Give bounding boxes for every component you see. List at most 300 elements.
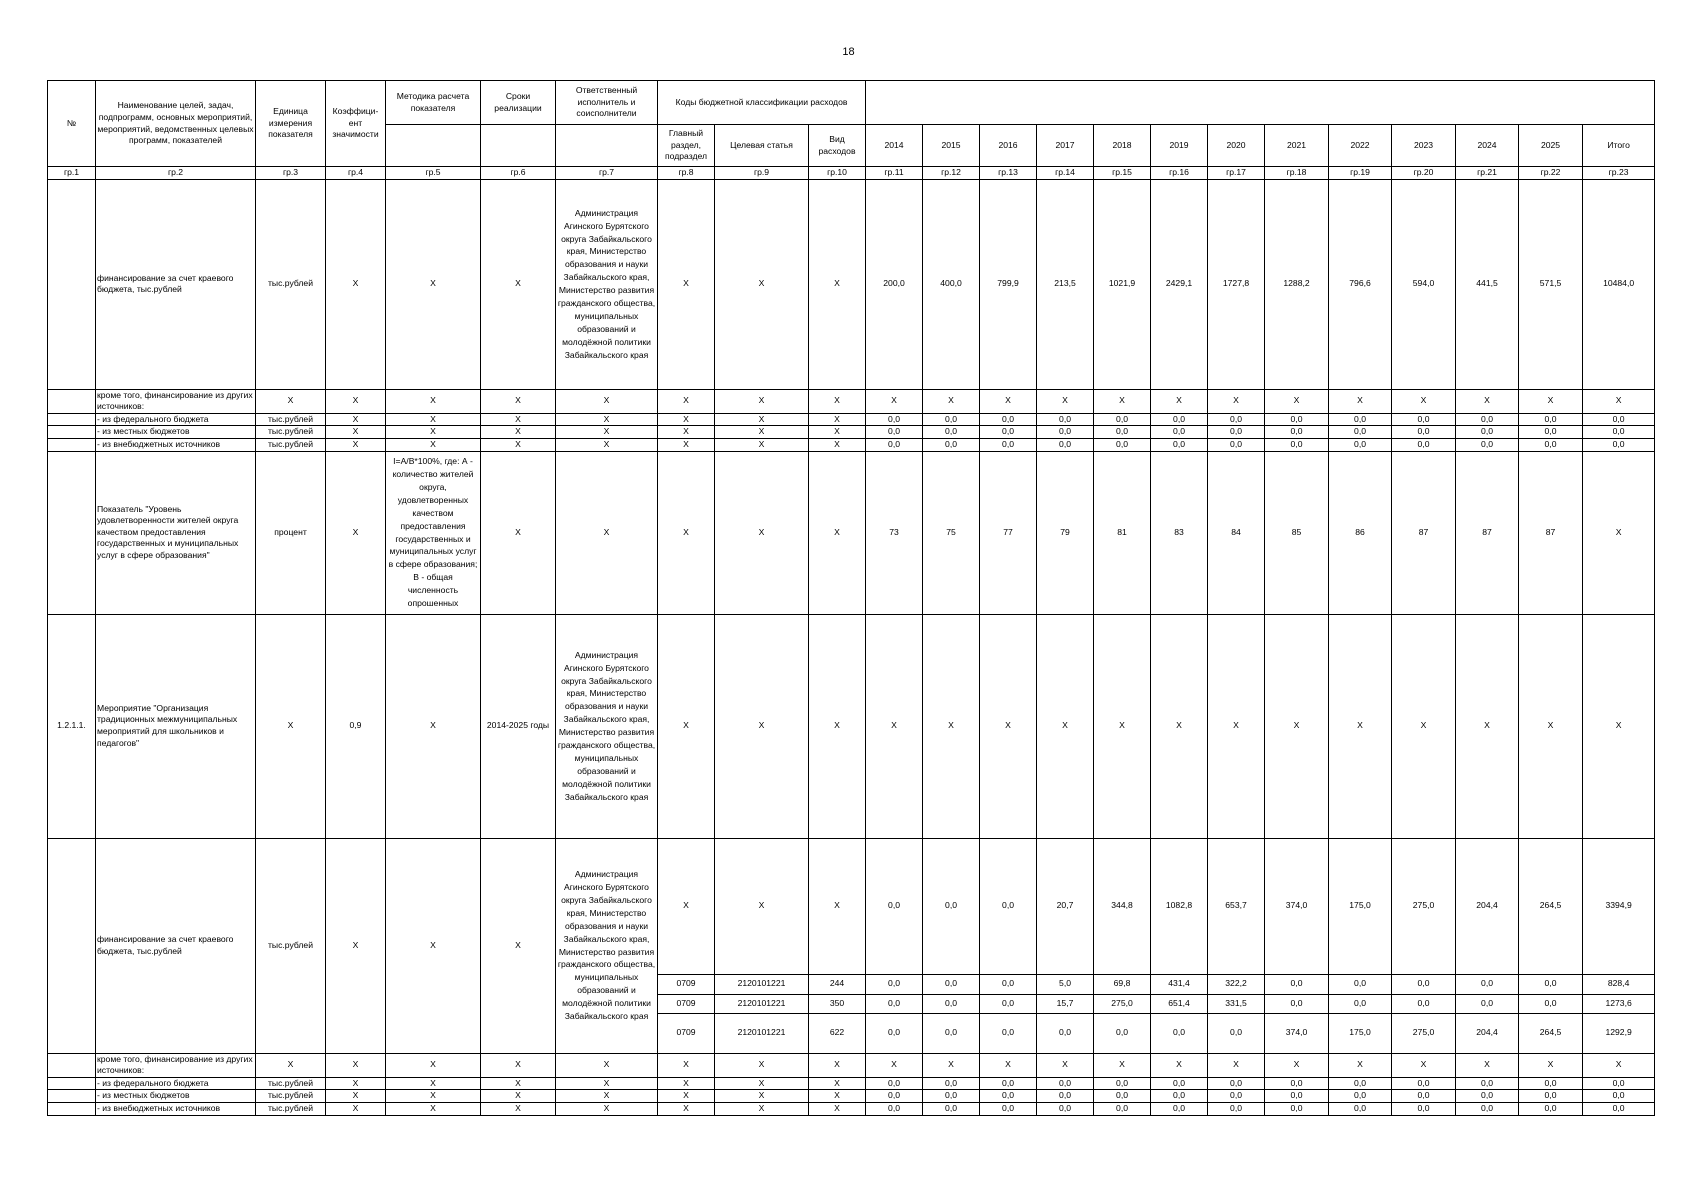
value-cell: 0,0 (1519, 994, 1583, 1013)
table-cell: 0,0 (1329, 1090, 1392, 1103)
value-cell: 77 (980, 451, 1037, 614)
value-cell: 0,0 (1265, 994, 1329, 1013)
column-number: гр.3 (256, 167, 326, 180)
row-unit: тыс.рублей (256, 413, 326, 426)
value-cell: 828,4 (1583, 974, 1655, 994)
table-cell: Х (481, 438, 556, 451)
value-cell: Х (1208, 614, 1265, 838)
table-cell: Х (256, 389, 326, 413)
value-cell: Х (1519, 614, 1583, 838)
value-cell: 85 (1265, 451, 1329, 614)
value-cell: 69,8 (1094, 974, 1151, 994)
table-cell: 0,0 (1329, 1102, 1392, 1115)
table-cell: 0,0 (1094, 1090, 1151, 1103)
table-cell: Х (1037, 389, 1094, 413)
table-cell: Х (923, 1053, 980, 1077)
row-no: 1.2.1.1. (48, 614, 96, 838)
row-expense: Х (809, 614, 866, 838)
table-cell: Х (481, 1053, 556, 1077)
table-row (48, 838, 1655, 974)
table-cell: Х (809, 438, 866, 451)
table-cell: 0,0 (980, 438, 1037, 451)
value-cell: 571,5 (1519, 179, 1583, 389)
table-cell: Х (481, 413, 556, 426)
table-cell: Х (980, 1053, 1037, 1077)
table-cell: 0,0 (1519, 413, 1583, 426)
table-cell: 0,0 (866, 1077, 923, 1090)
table-row (48, 1090, 1655, 1103)
value-cell: 344,8 (1094, 838, 1151, 974)
table-cell: Х (809, 413, 866, 426)
value-cell: 594,0 (1392, 179, 1456, 389)
header-method: Методика расчета показателя (386, 81, 481, 125)
value-cell: Х (1037, 614, 1094, 838)
row-target: Х (715, 179, 809, 389)
table-cell: 0,0 (1037, 438, 1094, 451)
row-no (48, 451, 96, 614)
header-total: Итого (1583, 125, 1655, 167)
value-cell: 264,5 (1519, 838, 1583, 974)
value-cell: 87 (1519, 451, 1583, 614)
column-number: гр.16 (1151, 167, 1208, 180)
table-cell: 0,0 (1151, 426, 1208, 439)
table-cell: Х (923, 389, 980, 413)
value-cell: Х (1583, 614, 1655, 838)
row-name: Показатель "Уровень удовлетворенности жителей округа качеством предоставления государственных и муниципальных услуг в сфере образования" (96, 451, 256, 614)
table-cell: Х (556, 389, 658, 413)
table-cell: 0,0 (1519, 426, 1583, 439)
table-cell: Х (809, 1102, 866, 1115)
row-expense: Х (809, 838, 866, 974)
value-cell: 0,0 (923, 838, 980, 974)
table-cell: Х (326, 413, 386, 426)
row-unit: тыс.рублей (256, 179, 326, 389)
header-codes: Коды бюджетной классификации расходов (658, 81, 866, 125)
value-cell: 374,0 (1265, 838, 1329, 974)
header-years-group (866, 81, 1655, 125)
table-cell: Х (256, 1053, 326, 1077)
value-cell: 653,7 (1208, 838, 1265, 974)
value-cell: 374,0 (1265, 1013, 1329, 1053)
table-cell: Х (556, 438, 658, 451)
table-cell: Х (386, 413, 481, 426)
row-no (48, 426, 96, 439)
table-cell: 0,0 (1151, 1102, 1208, 1115)
table-cell: 0,0 (1208, 438, 1265, 451)
table-cell: 0,0 (980, 426, 1037, 439)
column-number: гр.8 (658, 167, 715, 180)
budget-table (47, 80, 1655, 1116)
table-cell: 0,0 (1151, 438, 1208, 451)
value-cell: 10484,0 (1583, 179, 1655, 389)
value-cell: 275,0 (1392, 838, 1456, 974)
table-cell: Х (386, 1053, 481, 1077)
table-cell: 0,0 (1583, 426, 1655, 439)
table-cell: Х (715, 389, 809, 413)
row-no (48, 1053, 96, 1077)
column-number: гр.19 (1329, 167, 1392, 180)
value-cell: 0,0 (1456, 994, 1519, 1013)
row-name: - из внебюджетных источников (96, 1102, 256, 1115)
row-executor: Администрация Агинского Бурятского округа Забайкальского края, Министерство образования и науки Забайкальского края, Министерство развития гражданского общества, муниципальных образований и молодёжной политики Забайкальского края (556, 179, 658, 389)
table-cell: 0,0 (980, 413, 1037, 426)
table-cell: 0,0 (1208, 426, 1265, 439)
value-cell: 0,0 (980, 838, 1037, 974)
table-cell: Х (866, 1053, 923, 1077)
row-unit: тыс.рублей (256, 1102, 326, 1115)
page-number: 18 (842, 46, 855, 58)
table-cell: 0,0 (1329, 1077, 1392, 1090)
table-cell: Х (715, 1053, 809, 1077)
value-cell: 0,0 (866, 838, 923, 974)
value-cell: 81 (1094, 451, 1151, 614)
column-number: гр.2 (96, 167, 256, 180)
table-cell: 0,0 (1151, 413, 1208, 426)
table-cell: Х (658, 389, 715, 413)
header-year: 2020 (1208, 125, 1265, 167)
value-cell: 1082,8 (1151, 838, 1208, 974)
row-name: кроме того, финансирование из других источников: (96, 389, 256, 413)
value-cell: 0,0 (866, 994, 923, 1013)
table-cell: Х (386, 1077, 481, 1090)
header-year: 2023 (1392, 125, 1456, 167)
row-name: кроме того, финансирование из других источников: (96, 1053, 256, 1077)
table-cell: Х (481, 389, 556, 413)
row-no (48, 1102, 96, 1115)
table-cell: Х (1265, 1053, 1329, 1077)
table-cell: 0,0 (1392, 1090, 1456, 1103)
table-cell: Х (386, 438, 481, 451)
value-cell: 322,2 (1208, 974, 1265, 994)
value-cell: 213,5 (1037, 179, 1094, 389)
value-cell: 0,0 (1392, 974, 1456, 994)
table-cell: Х (1329, 1053, 1392, 1077)
table-cell: 0,0 (866, 413, 923, 426)
value-cell: 0,0 (980, 1013, 1037, 1053)
row-expense: 244 (809, 974, 866, 994)
row-section: Х (658, 838, 715, 974)
table-cell: Х (386, 1090, 481, 1103)
value-cell: 0,0 (980, 994, 1037, 1013)
table-cell: Х (556, 426, 658, 439)
value-cell: 275,0 (1392, 1013, 1456, 1053)
table-cell: 0,0 (866, 426, 923, 439)
table-cell: 0,0 (923, 438, 980, 451)
row-name: финансирование за счет краевого бюджета, тыс.рублей (96, 179, 256, 389)
table-row (48, 426, 1655, 439)
table-row (48, 614, 1655, 838)
table-cell: 0,0 (1037, 1090, 1094, 1103)
table-cell: Х (658, 1102, 715, 1115)
table-cell: 0,0 (1392, 1077, 1456, 1090)
header-no: № (48, 81, 96, 167)
value-cell: 0,0 (1329, 994, 1392, 1013)
table-row (48, 389, 1655, 413)
header-year: 2018 (1094, 125, 1151, 167)
row-target: Х (715, 838, 809, 974)
value-cell: 0,0 (1392, 994, 1456, 1013)
table-row (48, 1077, 1655, 1090)
row-method: Х (386, 179, 481, 389)
table-cell: Х (658, 1053, 715, 1077)
table-cell: Х (556, 1053, 658, 1077)
header-unit: Единица измерения показателя (256, 81, 326, 167)
table-cell: Х (1208, 1053, 1265, 1077)
table-cell: Х (1519, 1053, 1583, 1077)
value-cell: 0,0 (1208, 1013, 1265, 1053)
table-cell: Х (326, 426, 386, 439)
table-cell: 0,0 (1329, 413, 1392, 426)
row-method: I=A/B*100%, где: А - количество жителей округа, удовлетворенных качеством предоставления государственных и муниципальных услуг в сфере образования; В - общая численность опрошенных (386, 451, 481, 614)
value-cell: 87 (1456, 451, 1519, 614)
table-cell: Х (715, 1102, 809, 1115)
row-coef: Х (326, 451, 386, 614)
column-number: гр.21 (1456, 167, 1519, 180)
header-coef: Коэффици-ент значимости (326, 81, 386, 167)
row-section: Х (658, 614, 715, 838)
value-cell: 275,0 (1094, 994, 1151, 1013)
row-terms: Х (481, 179, 556, 389)
table-cell: 0,0 (1094, 1102, 1151, 1115)
value-cell: 1292,9 (1583, 1013, 1655, 1053)
table-cell: Х (386, 426, 481, 439)
header-executor: Ответственный исполнитель и соисполнители (556, 81, 658, 125)
table-cell: 0,0 (1208, 1077, 1265, 1090)
table-cell: Х (809, 1090, 866, 1103)
row-name: Мероприятие "Организация традиционных межмуниципальных мероприятий для школьников и педагогов" (96, 614, 256, 838)
value-cell: Х (1151, 614, 1208, 838)
table-cell: 0,0 (1583, 413, 1655, 426)
table-cell: Х (715, 438, 809, 451)
table-cell: 0,0 (1208, 1090, 1265, 1103)
table-cell: 0,0 (1265, 1077, 1329, 1090)
column-number: гр.20 (1392, 167, 1456, 180)
table-cell: 0,0 (923, 1090, 980, 1103)
table-cell: Х (1151, 389, 1208, 413)
header-terms-sub (481, 125, 556, 167)
table-cell: 0,0 (1583, 1090, 1655, 1103)
column-number: гр.12 (923, 167, 980, 180)
row-method: Х (386, 838, 481, 1053)
value-cell: 200,0 (866, 179, 923, 389)
value-cell: 86 (1329, 451, 1392, 614)
value-cell: Х (1094, 614, 1151, 838)
row-unit: Х (256, 614, 326, 838)
table-cell: 0,0 (1094, 413, 1151, 426)
table-cell: 0,0 (1094, 1077, 1151, 1090)
table-cell: Х (809, 426, 866, 439)
row-name: - из местных бюджетов (96, 1090, 256, 1103)
table-cell: 0,0 (1037, 413, 1094, 426)
column-number: гр.18 (1265, 167, 1329, 180)
table-cell: Х (1456, 389, 1519, 413)
column-number: гр.15 (1094, 167, 1151, 180)
value-cell: 20,7 (1037, 838, 1094, 974)
row-terms: Х (481, 838, 556, 1053)
value-cell: Х (923, 614, 980, 838)
table-cell: 0,0 (1208, 413, 1265, 426)
header-year: 2019 (1151, 125, 1208, 167)
table-cell: Х (809, 389, 866, 413)
table-row (48, 1102, 1655, 1115)
row-target: Х (715, 451, 809, 614)
header-year: 2014 (866, 125, 923, 167)
table-row (48, 81, 1655, 125)
table-cell: 0,0 (866, 1102, 923, 1115)
value-cell: Х (1456, 614, 1519, 838)
table-cell: 0,0 (866, 438, 923, 451)
column-number: гр.14 (1037, 167, 1094, 180)
table-cell: Х (386, 1102, 481, 1115)
row-expense: Х (809, 451, 866, 614)
table-cell: 0,0 (1392, 438, 1456, 451)
table-cell: Х (326, 1102, 386, 1115)
row-section: Х (658, 451, 715, 614)
row-unit: тыс.рублей (256, 1090, 326, 1103)
table-cell: 0,0 (980, 1077, 1037, 1090)
value-cell: 1727,8 (1208, 179, 1265, 389)
table-cell: Х (481, 1102, 556, 1115)
table-cell: 0,0 (1265, 426, 1329, 439)
row-no (48, 838, 96, 1053)
table-cell: Х (1456, 1053, 1519, 1077)
header-year: 2025 (1519, 125, 1583, 167)
header-year: 2021 (1265, 125, 1329, 167)
table-cell: 0,0 (1208, 1102, 1265, 1115)
header-year: 2017 (1037, 125, 1094, 167)
value-cell: 75 (923, 451, 980, 614)
table-cell: 0,0 (1456, 1077, 1519, 1090)
row-no (48, 1090, 96, 1103)
value-cell: 441,5 (1456, 179, 1519, 389)
value-cell: 1273,6 (1583, 994, 1655, 1013)
row-unit: тыс.рублей (256, 838, 326, 1053)
value-cell: Х (1583, 451, 1655, 614)
table-cell: 0,0 (1151, 1077, 1208, 1090)
table-cell: Х (1208, 389, 1265, 413)
row-executor: Администрация Агинского Бурятского округа Забайкальского края, Министерство образования и науки Забайкальского края, Министерство развития гражданского общества, муниципальных образований и молодёжной политики Забайкальского края (556, 614, 658, 838)
row-name: финансирование за счет краевого бюджета, тыс.рублей (96, 838, 256, 1053)
table-cell: Х (1329, 389, 1392, 413)
table-cell: 0,0 (1392, 413, 1456, 426)
row-target: 2120101221 (715, 994, 809, 1013)
table-cell: 0,0 (866, 1090, 923, 1103)
value-cell: 331,5 (1208, 994, 1265, 1013)
table-cell: Х (1151, 1053, 1208, 1077)
table-cell: 0,0 (923, 413, 980, 426)
table-cell: Х (556, 1077, 658, 1090)
row-coef: 0,9 (326, 614, 386, 838)
table-cell: Х (326, 389, 386, 413)
column-number: гр.5 (386, 167, 481, 180)
row-name: - из местных бюджетов (96, 426, 256, 439)
table-row (48, 438, 1655, 451)
column-number: гр.7 (556, 167, 658, 180)
row-executor: Х (556, 451, 658, 614)
value-cell: Х (866, 614, 923, 838)
table-cell: 0,0 (980, 1102, 1037, 1115)
value-cell: 799,9 (980, 179, 1037, 389)
value-cell: 175,0 (1329, 1013, 1392, 1053)
table-cell: Х (715, 1077, 809, 1090)
column-number: гр.1 (48, 167, 96, 180)
table-cell: 0,0 (923, 426, 980, 439)
table-cell: Х (1392, 1053, 1456, 1077)
table-cell: 0,0 (1456, 413, 1519, 426)
table-cell: 0,0 (1392, 426, 1456, 439)
row-unit: тыс.рублей (256, 426, 326, 439)
row-section: 0709 (658, 994, 715, 1013)
column-number: гр.17 (1208, 167, 1265, 180)
value-cell: 2429,1 (1151, 179, 1208, 389)
table-cell: Х (658, 426, 715, 439)
value-cell: 0,0 (1519, 974, 1583, 994)
value-cell: 796,6 (1329, 179, 1392, 389)
column-number: гр.6 (481, 167, 556, 180)
value-cell: 0,0 (1094, 1013, 1151, 1053)
value-cell: 5,0 (1037, 974, 1094, 994)
header-name: Наименование целей, задач, подпрограмм, основных мероприятий, мероприятий, ведомственных целевых программ, показателей (96, 81, 256, 167)
table-cell: Х (481, 1090, 556, 1103)
table-cell: Х (1094, 389, 1151, 413)
row-terms: 2014-2025 годы (481, 614, 556, 838)
table-cell: Х (386, 389, 481, 413)
table-row (48, 179, 1655, 389)
column-number: гр.10 (809, 167, 866, 180)
row-section: Х (658, 179, 715, 389)
table-cell: 0,0 (1265, 413, 1329, 426)
table-cell: 0,0 (1583, 1077, 1655, 1090)
table-cell: 0,0 (1037, 1102, 1094, 1115)
table-row (48, 167, 1655, 180)
table-cell: Х (1519, 389, 1583, 413)
value-cell: 204,4 (1456, 838, 1519, 974)
column-number: гр.11 (866, 167, 923, 180)
value-cell: 400,0 (923, 179, 980, 389)
table-cell: Х (326, 438, 386, 451)
value-cell: 175,0 (1329, 838, 1392, 974)
table-cell: 0,0 (1519, 1077, 1583, 1090)
value-cell: 0,0 (1456, 974, 1519, 994)
table-cell: Х (715, 426, 809, 439)
table-cell: Х (556, 1102, 658, 1115)
row-terms: Х (481, 451, 556, 614)
header-expense: Вид расходов (809, 125, 866, 167)
table-cell: Х (1094, 1053, 1151, 1077)
value-cell: 0,0 (980, 974, 1037, 994)
value-cell: 84 (1208, 451, 1265, 614)
header-terms: Сроки реализации (481, 81, 556, 125)
table-row (48, 1053, 1655, 1077)
table-cell: 0,0 (1456, 1090, 1519, 1103)
table-cell: Х (1037, 1053, 1094, 1077)
table-cell: 0,0 (1456, 1102, 1519, 1115)
row-coef: Х (326, 179, 386, 389)
table-cell: Х (658, 1090, 715, 1103)
table-cell: 0,0 (1519, 1102, 1583, 1115)
header-method-sub (386, 125, 481, 167)
table-cell: 0,0 (1037, 1077, 1094, 1090)
table-cell: 0,0 (1265, 438, 1329, 451)
table-cell: 0,0 (1456, 426, 1519, 439)
value-cell: 431,4 (1151, 974, 1208, 994)
row-name: - из внебюджетных источников (96, 438, 256, 451)
column-number: гр.4 (326, 167, 386, 180)
row-unit: процент (256, 451, 326, 614)
table-cell: 0,0 (1392, 1102, 1456, 1115)
table-cell: Х (326, 1077, 386, 1090)
table-cell: Х (556, 413, 658, 426)
